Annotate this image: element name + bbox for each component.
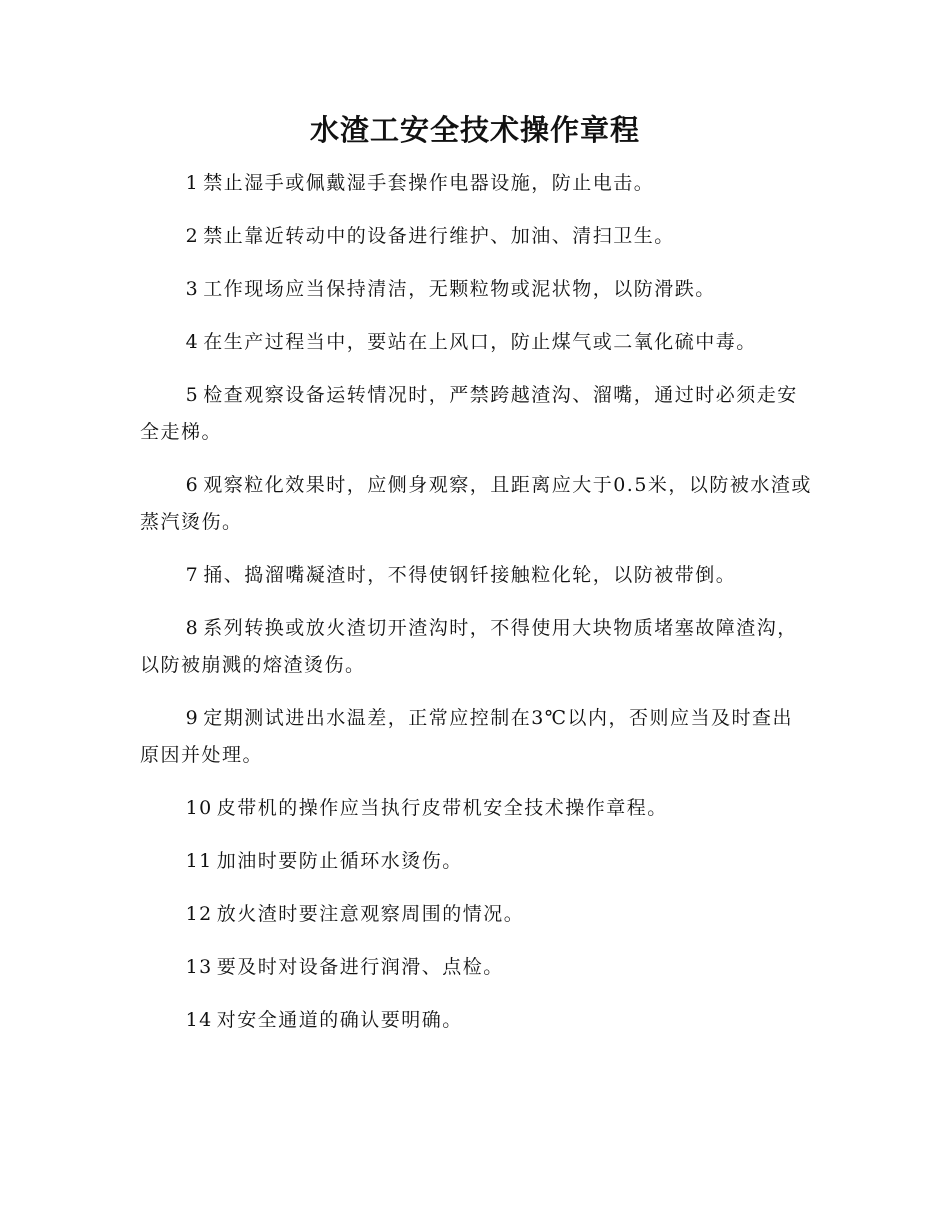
rule-item <box>140 271 812 308</box>
rule-item <box>140 949 812 986</box>
rule-item <box>140 843 812 880</box>
rule-item <box>140 467 812 541</box>
rule-number: 13 <box>185 956 213 978</box>
rule-number: 10 <box>185 797 213 819</box>
rule-number: 12 <box>185 903 213 925</box>
rule-text: 检查观察设备运转情况时，严禁跨越渣沟、溜嘴，通过时必须走安全走梯。 <box>140 384 798 443</box>
rule-item <box>140 700 812 774</box>
rule-text: 工作现场应当保持清洁，无颗粒物或泥状物，以防滑跌。 <box>203 278 716 300</box>
rule-item <box>140 165 812 202</box>
rule-text: 要及时对设备进行润滑、点检。 <box>216 956 504 978</box>
rule-number: 8 <box>185 617 200 639</box>
rule-text: 禁止靠近转动中的设备进行维护、加油、清扫卫生。 <box>203 225 675 247</box>
rule-item <box>140 557 812 594</box>
rule-text: 观察粒化效果时，应侧身观察，且距离应大于0.5米，以防被水渣或蒸汽烫伤。 <box>140 474 812 533</box>
rule-number: 5 <box>185 384 200 406</box>
rule-text: 加油时要防止循环水烫伤。 <box>216 850 463 872</box>
rule-number: 14 <box>185 1009 213 1031</box>
document-title: 水渣工安全技术操作章程 <box>309 113 640 147</box>
rule-number: 1 <box>185 172 200 194</box>
rule-text: 捅、捣溜嘴凝渣时，不得使钢钎接触粒化轮，以防被带倒。 <box>203 564 737 586</box>
rule-number: 9 <box>185 707 200 729</box>
rule-item <box>140 790 812 827</box>
rule-text: 在生产过程当中，要站在上风口，防止煤气或二氧化硫中毒。 <box>203 331 757 353</box>
rule-number: 6 <box>185 474 200 496</box>
rule-item <box>140 377 812 451</box>
rule-item <box>140 1002 812 1039</box>
rule-number: 7 <box>185 564 200 586</box>
rule-text: 系列转换或放火渣切开渣沟时，不得使用大块物质堵塞故障渣沟，以防被崩溅的熔渣烫伤。 <box>140 617 798 676</box>
rule-number: 2 <box>185 225 200 247</box>
rule-number: 3 <box>185 278 200 300</box>
rule-text: 定期测试进出水温差，正常应控制在3℃以内，否则应当及时查出原因并处理。 <box>140 707 794 766</box>
rule-item <box>140 610 812 684</box>
rule-number: 4 <box>185 331 200 353</box>
rule-item <box>140 896 812 933</box>
rule-text: 禁止湿手或佩戴湿手套操作电器设施，防止电击。 <box>203 172 655 194</box>
rule-number: 11 <box>185 850 213 872</box>
rule-text: 放火渣时要注意观察周围的情况。 <box>216 903 525 925</box>
rule-text: 皮带机的操作应当执行皮带机安全技术操作章程。 <box>216 797 668 819</box>
rule-text: 对安全通道的确认要明确。 <box>216 1009 463 1031</box>
rule-item <box>140 324 812 361</box>
rule-item <box>140 218 812 255</box>
rules-list <box>140 165 812 1055</box>
